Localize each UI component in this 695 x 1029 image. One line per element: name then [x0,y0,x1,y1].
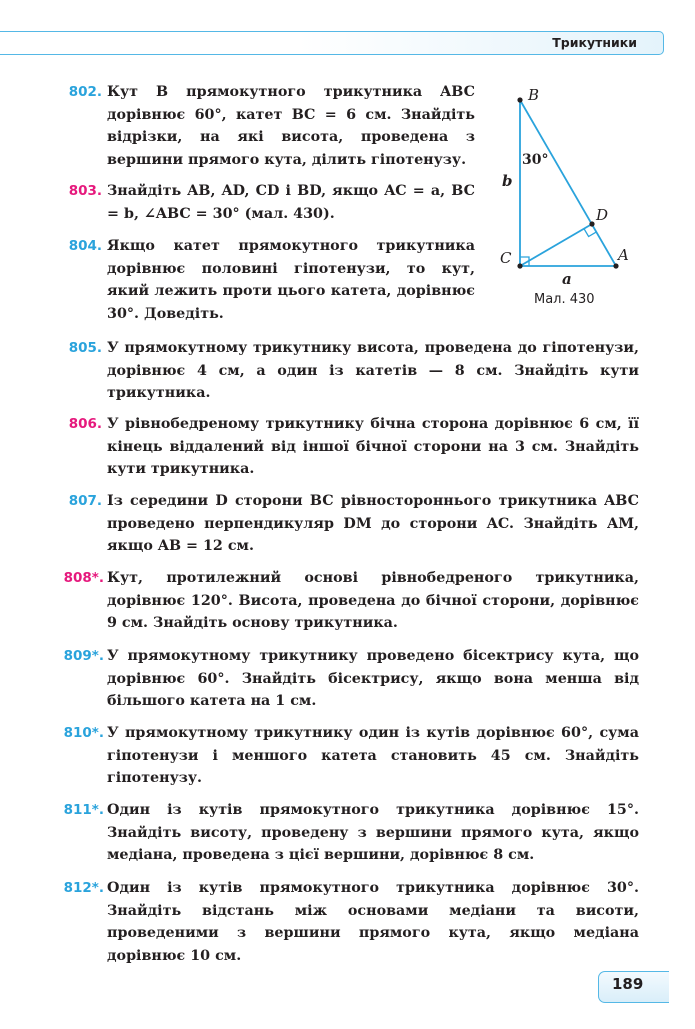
problem-number: 805. [68,340,102,356]
problem-802 [107,81,475,171]
point-b [517,97,522,102]
problem-806 [107,413,639,481]
problem-text: У прямокутному трикутнику проведено бісектрису кута, що дорівнює 60°. Знайдіть бісектрису, якщо вона менша від більшого катета на 1 см. [107,648,639,709]
problem-number: 804. [68,238,102,254]
problem-text: Знайдіть AB, AD, CD і BD, якщо AC = a, BC = b, ∠ABC = 30° (мал. 430). [107,183,475,222]
problem-812 [107,877,639,967]
problem-text: Із середини D сторони BC рівностороннього трикутника ABC проведено перпендикуляр DM до сторони AC. Знайдіть AM, якщо AB = 12 см. [107,493,639,554]
problem-text: Кут, протилежний основі рівнобедреного трикутника, дорівнює 120°. Висота, проведена до бічної сторони, дорівнює 9 см. Знайдіть основу трикутника. [107,570,639,631]
page-number: 189 [612,975,644,993]
problem-number: 803. [68,183,102,199]
problem-number: 810*. [63,725,104,741]
problem-805 [107,337,639,405]
hypotenuse-ab [520,100,616,266]
problem-number: 806. [68,416,102,432]
problem-number: 809*. [63,648,104,664]
problem-text: Кут B прямокутного трикутника ABC дорівнює 60°, катет BC = 6 см. Знайдіть відрізки, на які висота, проведена з вершини прямого кута, ділить гіпотенузу. [107,84,475,168]
altitude-cd [520,224,592,266]
point-a [613,263,618,268]
problem-text: Один із кутів прямокутного трикутника дорівнює 15°. Знайдіть висоту, проведену з вершини прямого кута, якщо медіана, проведена з цієї вершини, дорівнює 8 см. [107,802,639,863]
figure-caption: Мал. 430 [534,292,595,307]
label-side-b: b [502,172,513,190]
label-c: C [500,249,512,267]
problem-text: Якщо катет прямокутного трикутника дорівнює половині гіпотенузи, то кут, який лежить проти цього катета, дорівнює 30°. Доведіть. [107,238,475,322]
problem-text: У прямокутному трикутнику один із кутів дорівнює 60°, сума гіпотенузи і меншого катета становить 45 см. Знайдіть гіпотенузу. [107,725,639,786]
problem-number: 812*. [63,880,104,896]
problem-text: У рівнобедреному трикутнику бічна сторона дорівнює 6 см, її кінець віддалений від іншої бічної сторони на 3 см. Знайдіть кути трикутника. [107,416,639,477]
problem-808 [107,567,639,635]
problem-number: 807. [68,493,102,509]
label-b: B [528,86,540,104]
problem-number: 808*. [63,570,104,586]
triangle-figure [488,82,648,302]
problem-811 [107,799,639,867]
point-d [589,221,594,226]
problem-810 [107,722,639,790]
problem-text: У прямокутному трикутнику висота, проведена до гіпотенузи, дорівнює 4 см, а один із катетів — 8 см. Знайдіть кути трикутника. [107,340,639,401]
section-title: Трикутники [552,35,637,50]
label-d: D [596,206,609,224]
problem-number: 802. [68,84,102,100]
problem-text: Один із кутів прямокутного трикутника дорівнює 30°. Знайдіть відстань між основами медіани та висоти, проведеними з вершини прямого кута, якщо медіана дорівнює 10 см. [107,880,639,964]
problem-809 [107,645,639,713]
label-a: A [618,246,629,264]
point-c [517,263,522,268]
problem-807 [107,490,639,558]
label-side-a: a [562,270,572,288]
problem-number: 811*. [63,802,104,818]
problem-804 [107,235,475,325]
label-angle: 30° [522,152,549,168]
problem-803 [107,180,475,225]
